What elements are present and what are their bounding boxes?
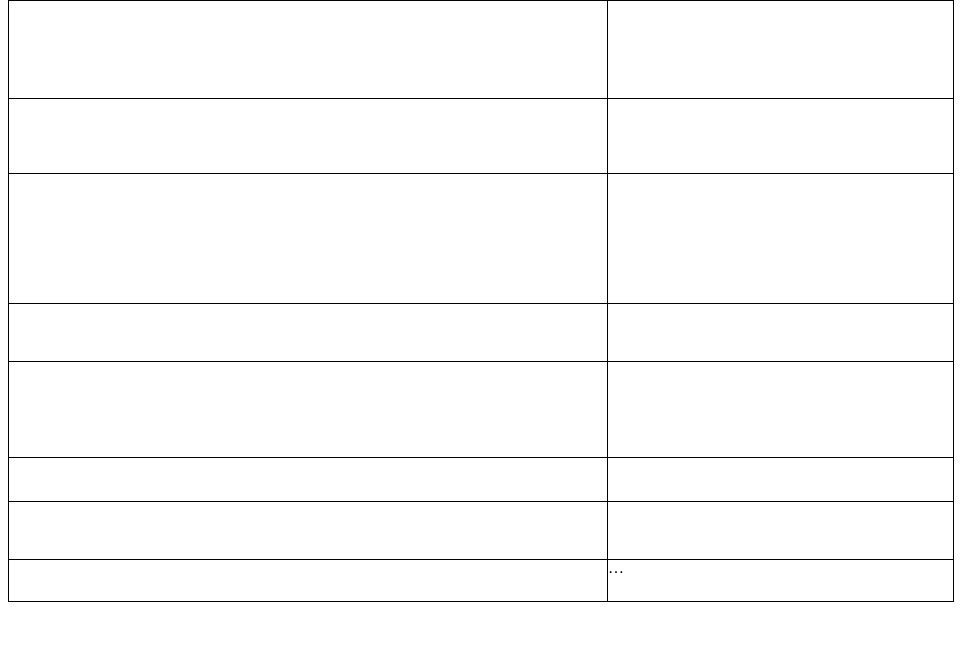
table-row xyxy=(9,304,954,362)
session-label xyxy=(36,1,182,59)
item-number xyxy=(9,304,36,348)
decision-number xyxy=(182,560,344,589)
table-row xyxy=(9,362,954,458)
table-row xyxy=(9,99,954,174)
subject-text xyxy=(344,362,607,420)
left-cell xyxy=(9,458,608,502)
decision-number xyxy=(182,174,344,291)
item-number xyxy=(9,502,36,546)
item-number xyxy=(9,362,36,420)
session-label xyxy=(36,458,182,487)
session-label xyxy=(36,99,182,157)
left-cell xyxy=(9,502,608,560)
decision-number xyxy=(182,1,344,59)
decision-number xyxy=(182,362,344,420)
right-cell xyxy=(608,99,954,174)
result-text xyxy=(608,1,953,76)
decision-number xyxy=(182,502,344,546)
result-text xyxy=(608,304,953,350)
subject-text xyxy=(344,174,607,291)
table-row xyxy=(9,458,954,502)
item-number xyxy=(9,174,36,291)
result-text xyxy=(608,99,953,159)
right-cell xyxy=(608,174,954,304)
left-cell xyxy=(9,174,608,304)
right-cell xyxy=(608,1,954,99)
decision-number xyxy=(182,304,344,348)
left-cell xyxy=(9,362,608,458)
subject-text xyxy=(344,502,607,546)
session-label xyxy=(36,304,182,348)
subject-text xyxy=(344,304,607,348)
left-cell xyxy=(9,304,608,362)
table-row xyxy=(9,502,954,560)
subject-text xyxy=(344,99,607,157)
subject-text xyxy=(344,1,607,59)
item-number xyxy=(9,458,36,487)
subject-text xyxy=(344,458,607,487)
left-cell xyxy=(9,1,608,99)
right-cell xyxy=(608,458,954,502)
right-cell xyxy=(608,502,954,560)
result-text xyxy=(608,362,953,452)
session-label xyxy=(36,174,182,291)
minutes-table xyxy=(8,0,954,602)
right-cell xyxy=(608,362,954,458)
item-number xyxy=(9,1,36,59)
right-cell xyxy=(608,304,954,362)
session-label xyxy=(36,362,182,420)
result-text xyxy=(608,174,953,278)
table-row xyxy=(9,174,954,304)
right-cell: … xyxy=(608,560,954,602)
decision-number xyxy=(182,458,344,487)
left-cell xyxy=(9,560,608,602)
decision-number xyxy=(182,99,344,157)
item-number xyxy=(9,560,36,589)
table-row xyxy=(9,560,954,602)
session-label xyxy=(36,560,182,589)
result-text xyxy=(608,502,953,548)
result-text xyxy=(608,458,953,489)
table-row xyxy=(9,1,954,99)
left-cell xyxy=(9,99,608,174)
session-label xyxy=(36,502,182,546)
subject-text xyxy=(344,560,607,589)
item-number xyxy=(9,99,36,157)
